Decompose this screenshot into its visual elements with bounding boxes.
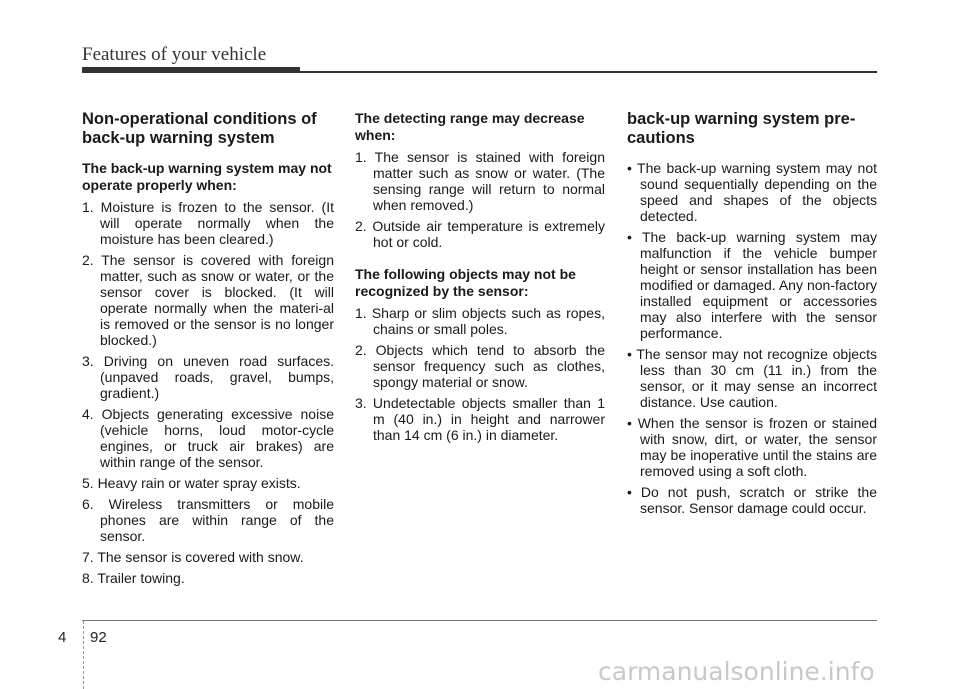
list-item: 8. Trailer towing. <box>82 570 185 586</box>
header-rule-thick <box>82 67 300 73</box>
not-recognized-list <box>355 305 605 443</box>
section-heading-precautions: back-up warning system pre-cautions <box>627 110 856 147</box>
header-rule-thin <box>300 71 877 73</box>
list-item: 2. Outside air temperature is extremely hot or cold. <box>355 218 605 250</box>
watermark: carmanualsonline.info <box>598 657 875 686</box>
range-decrease-list <box>355 149 605 250</box>
column-non-operational <box>82 110 334 591</box>
footer-divider <box>83 621 85 689</box>
list-item: 2. The sensor is covered with foreign matter, such as snow or water, or the sensor cover is blocked. (It will operate normally when the materi-al is removed or the sensor is no longer blocked.) <box>82 252 334 348</box>
list-item: • The back-up warning system may malfunction if the vehicle bumper height or sensor installation has been modified or damaged. Any non-factory installed equipment or accessories may also interfere with the sensor performance. <box>627 229 877 341</box>
list-item: 1. The sensor is stained with foreign matter such as snow or water. (The sensing range will return to normal when removed.) <box>355 149 605 213</box>
list-item: 4. Objects generating excessive noise (vehicle horns, loud motor-cycle engines, or truck air brakes) are within range of the sensor. <box>82 406 334 470</box>
section-heading-non-operational: Non-operational conditions of back-up warning system <box>82 110 317 147</box>
subheading-range-decrease: The detecting range may decrease when: <box>355 110 585 143</box>
chapter-number: 4 <box>58 629 67 646</box>
precaution-list <box>627 160 877 516</box>
list-item: • When the sensor is frozen or stained with snow, dirt, or water, the sensor may be inoperative until the stains are removed using a soft cloth. <box>627 415 877 479</box>
subheading-may-not-operate: The back-up warning system may not operate properly when: <box>82 160 332 193</box>
page-number: 92 <box>90 629 107 646</box>
condition-list <box>82 199 334 586</box>
list-item: • The sensor may not recognize objects less than 30 cm (11 in.) from the sensor, or it may sense an incorrect distance. Use caution. <box>627 346 877 410</box>
list-item: 1. Moisture is frozen to the sensor. (It will operate normally when the moisture has been cleared.) <box>82 199 334 247</box>
list-item: • The back-up warning system may not sound sequentially depending on the speed and shapes of the objects detected. <box>627 160 877 224</box>
page-header-title: Features of your vehicle <box>82 44 267 65</box>
list-item: • Do not push, scratch or strike the sensor. Sensor damage could occur. <box>627 484 877 516</box>
list-item: 5. Heavy rain or water spray exists. <box>82 475 301 491</box>
list-item: 3. Driving on uneven road surfaces. (unpaved roads, gravel, bumps, gradient.) <box>82 353 334 401</box>
list-item: 2. Objects which tend to absorb the sensor frequency such as clothes, spongy material or snow. <box>355 342 605 390</box>
list-item: 7. The sensor is covered with snow. <box>82 549 304 565</box>
column-precautions <box>627 110 877 521</box>
column-detecting-range <box>355 110 605 448</box>
list-item: 6. Wireless transmitters or mobile phones are within range of the sensor. <box>82 496 334 544</box>
list-item: 1. Sharp or slim objects such as ropes, chains or small poles. <box>355 305 605 337</box>
list-item: 3. Undetectable objects smaller than 1 m (40 in.) in height and narrower than 14 cm (6 in.) in diameter. <box>355 395 605 443</box>
footer-rule <box>82 620 877 621</box>
subheading-not-recognized: The following objects may not be recognized by the sensor: <box>355 266 576 299</box>
